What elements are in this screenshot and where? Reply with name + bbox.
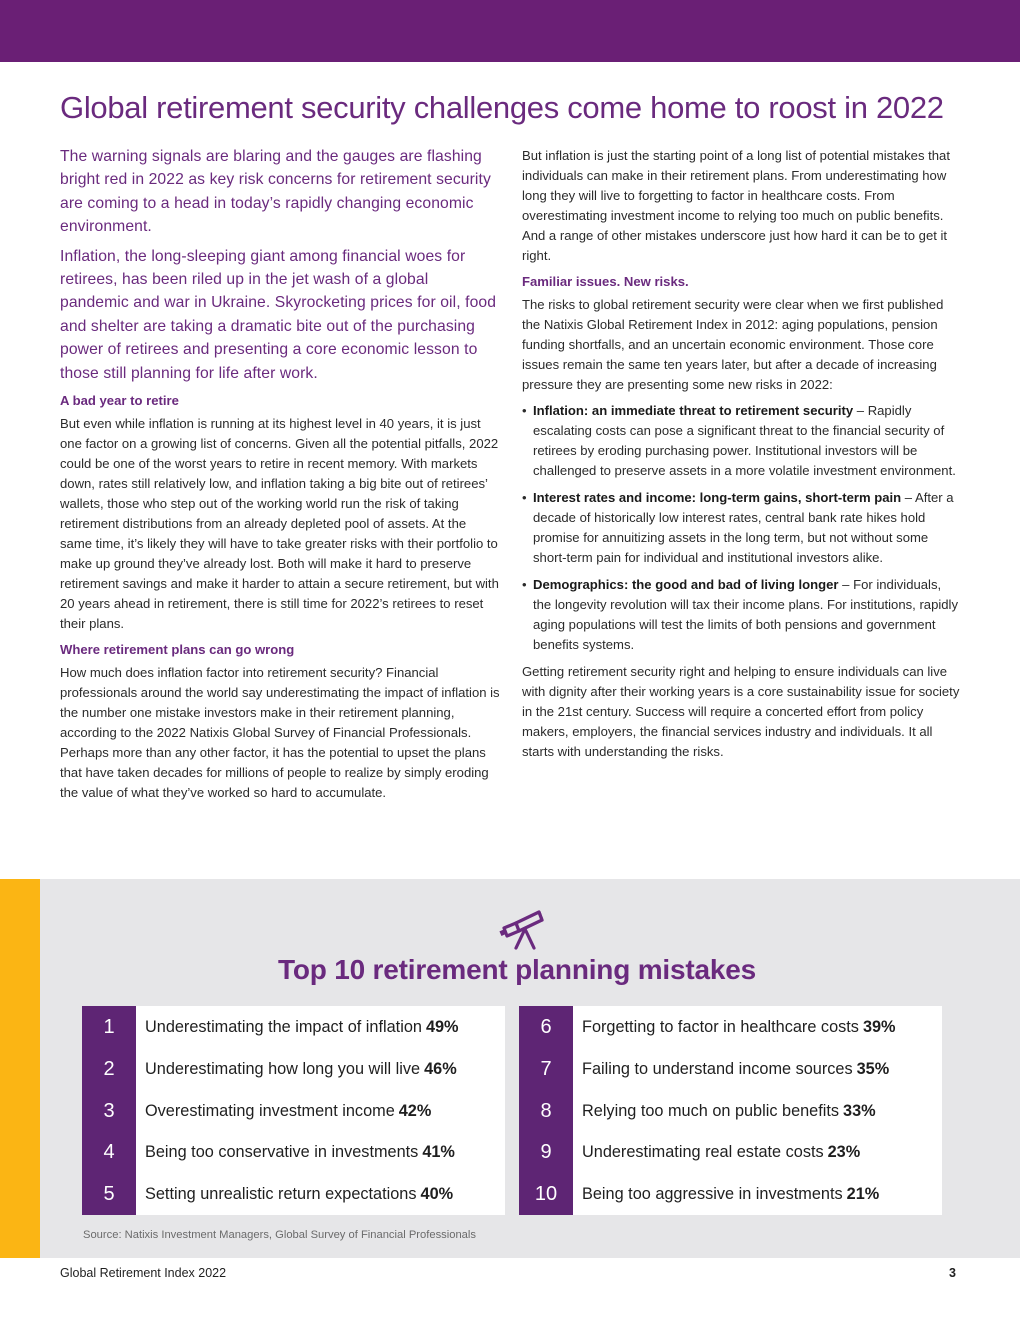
- mistake-row-6: [519, 1006, 942, 1048]
- mistake-text: Setting unrealistic return expectations: [145, 1184, 417, 1203]
- mistake-percent: 40%: [420, 1184, 454, 1203]
- mistake-row-7: [519, 1048, 942, 1090]
- mistake-text: Underestimating how long you will live: [145, 1059, 421, 1078]
- footer-doc-name: Global Retirement Index 2022: [60, 1266, 227, 1280]
- header-bar: [0, 0, 1020, 62]
- mistake-row-8: [519, 1090, 942, 1132]
- mistake-label: [136, 1090, 505, 1132]
- panel-title: Top 10 retirement planning mistakes: [278, 954, 756, 985]
- body-paragraph-risks: The risks to global retirement security were clear when we first published the Natixis Global Retirement Index in 2012: aging populations, pension funding shortfalls, and an uncertain economic environment. Those core issues remain the same ten years later, but after a decade of increasing pressure they are presenting some new risks in 2022:: [522, 297, 944, 392]
- right-column: [522, 146, 962, 768]
- mistake-label: [573, 1006, 942, 1048]
- lead-paragraph-2: Inflation, the long-sleeping giant among financial woes for retirees, has been riled up in the jet wash of a global pandemic and war in Ukraine. Skyrocketing prices for oil, food and shelter are taking a dramatic bite out of the purchasing power of retirees and presenting a core economic lesson to those still planning for life after work.: [60, 247, 497, 382]
- mistake-label: [136, 1048, 505, 1090]
- bullet-text: – Rapidly escalating costs can pose a significant threat to the financial security of retirees by eroding purchasing power. Institutional investors will be challenged to preserve assets in a more volatile investment environment.: [533, 403, 956, 478]
- list-item: [522, 401, 962, 481]
- body-paragraph-starting-point: But inflation is just the starting point of a long list of potential mistakes that individuals can make in their retirement plans. From underestimating how long they will live to forgetting to factor in healthcare costs. From overestimating investment income to relying too much on public benefits. And a range of other mistakes underscore just how hard it can be to get it right.: [522, 148, 950, 263]
- rank-badge: 2: [82, 1048, 136, 1090]
- left-column: [60, 145, 500, 809]
- rank-badge: 10: [519, 1173, 573, 1215]
- mistake-label: [573, 1048, 942, 1090]
- rank-badge: 4: [82, 1131, 136, 1173]
- mistake-label: [573, 1173, 942, 1215]
- mistake-percent: 41%: [422, 1142, 455, 1161]
- mistake-percent: 33%: [843, 1101, 876, 1120]
- mistake-text: Relying too much on public benefits: [582, 1101, 840, 1120]
- rank-badge: 1: [82, 1006, 136, 1048]
- rank-badge: 8: [519, 1090, 573, 1132]
- panel-accent-stripe: [0, 879, 40, 1258]
- mistake-text: Being too aggressive in investments: [582, 1184, 843, 1203]
- mistake-row-9: [519, 1131, 942, 1173]
- mistake-row-1: [82, 1006, 505, 1048]
- mistake-row-3: [82, 1090, 505, 1132]
- mistake-label: [573, 1090, 942, 1132]
- mistake-text: Failing to understand income sources: [582, 1059, 853, 1078]
- rank-badge: 7: [519, 1048, 573, 1090]
- mistake-text: Overestimating investment income: [145, 1101, 395, 1120]
- body-paragraph-bad-year: But even while inflation is running at its highest level in 40 years, it is just one factor on a growing list of concerns. Given all the potential pitfalls, 2022 could be one of the worst years to retire in recent memory. With markets down, rates still relatively low, and inflation taking a big bite out of retirees’ wallets, those who step out of the working world run the risk of taking retirement distributions from an already depleted pool of assets. At the same time, it’s likely they will have to take greater risks with their portfolio to make up ground they’ve already lost. Both will make it hard to preserve retirement savings and make it harder to attain a secure retirement, but with 20 years ahead in retirement, there is still time for 2022’s retirees to reset their plans.: [60, 416, 499, 632]
- mistake-text: Being too conservative in investments: [145, 1142, 419, 1161]
- list-item: [522, 488, 962, 568]
- lead-paragraph-1: The warning signals are blaring and the gauges are flashing bright red in 2022 as key risk concerns for retirement security are coming to a head in today’s rapidly changing economic environment.: [60, 148, 491, 236]
- mistake-label: [136, 1006, 505, 1048]
- list-item: [522, 575, 962, 655]
- mistake-label: [136, 1173, 505, 1215]
- rank-badge: 9: [519, 1131, 573, 1173]
- source-note: Source: Natixis Investment Managers, Global Survey of Financial Professionals: [83, 1229, 476, 1241]
- mistake-row-2: [82, 1048, 505, 1090]
- risk-list: [522, 401, 962, 655]
- body-paragraph-sustainability: Getting retirement security right and helping to ensure individuals can live with dignity after their working years is a core sustainability issue for society in the 21st century. Success will require a concerted effort from policy makers, employers, the financial services industry and individuals. It all starts with understanding the risks.: [522, 664, 960, 759]
- mistake-row-4: [82, 1131, 505, 1173]
- mistake-percent: 35%: [856, 1059, 890, 1078]
- heading-bad-year: A bad year to retire: [60, 393, 179, 409]
- mistake-row-5: [82, 1173, 505, 1215]
- bullet-lead: Interest rates and income: long-term gains, short-term pain: [533, 490, 902, 505]
- mistake-text: Underestimating the impact of inflation: [145, 1017, 422, 1036]
- body-paragraph-plans-go-wrong: How much does inflation factor into retirement security? Financial professionals around the world say underestimating the impact of inflation is the number one mistake investors make in their retirement planning, according to the 2022 Natixis Global Survey of Financial Professionals. Perhaps more than any other factor, it has the potential to upset the plans that have taken decades for millions of people to realize by simply eroding the value of what they’ve worked so hard to accumulate.: [60, 665, 500, 801]
- telescope-icon: [494, 904, 556, 952]
- mistake-percent: 39%: [862, 1017, 896, 1036]
- page-number: 3: [949, 1266, 956, 1280]
- mistake-percent: 46%: [424, 1059, 457, 1078]
- mistake-text: Forgetting to factor in healthcare costs: [582, 1017, 859, 1036]
- mistake-percent: 42%: [398, 1101, 432, 1120]
- rank-badge: 3: [82, 1090, 136, 1132]
- mistake-row-10: [519, 1173, 942, 1215]
- bullet-text: – For individuals, the longevity revolution will tax their income plans. For institutions, rapidly aging populations will test the limits of both pensions and government benefits systems.: [533, 577, 959, 652]
- page-title: Global retirement security challenges come home to roost in 2022: [60, 90, 944, 125]
- rank-badge: 6: [519, 1006, 573, 1048]
- mistake-text: Underestimating real estate costs: [582, 1142, 824, 1161]
- bullet-lead: Inflation: an immediate threat to retirement security: [533, 403, 854, 418]
- mistake-label: [573, 1131, 942, 1173]
- mistake-percent: 49%: [425, 1017, 459, 1036]
- bullet-text: – After a decade of historically low interest rates, central bank rate hikes hold promise for annuitizing assets in the long term, but not without some short-term pain for individual and institutional investors alike.: [533, 490, 954, 565]
- mistake-label: [136, 1131, 505, 1173]
- heading-plans-go-wrong: Where retirement plans can go wrong: [60, 642, 295, 658]
- rank-badge: 5: [82, 1173, 136, 1215]
- bullet-lead: Demographics: the good and bad of living longer: [533, 577, 839, 592]
- heading-familiar-issues: Familiar issues. New risks.: [522, 274, 689, 289]
- mistake-percent: 21%: [846, 1184, 880, 1203]
- mistake-percent: 23%: [827, 1142, 861, 1161]
